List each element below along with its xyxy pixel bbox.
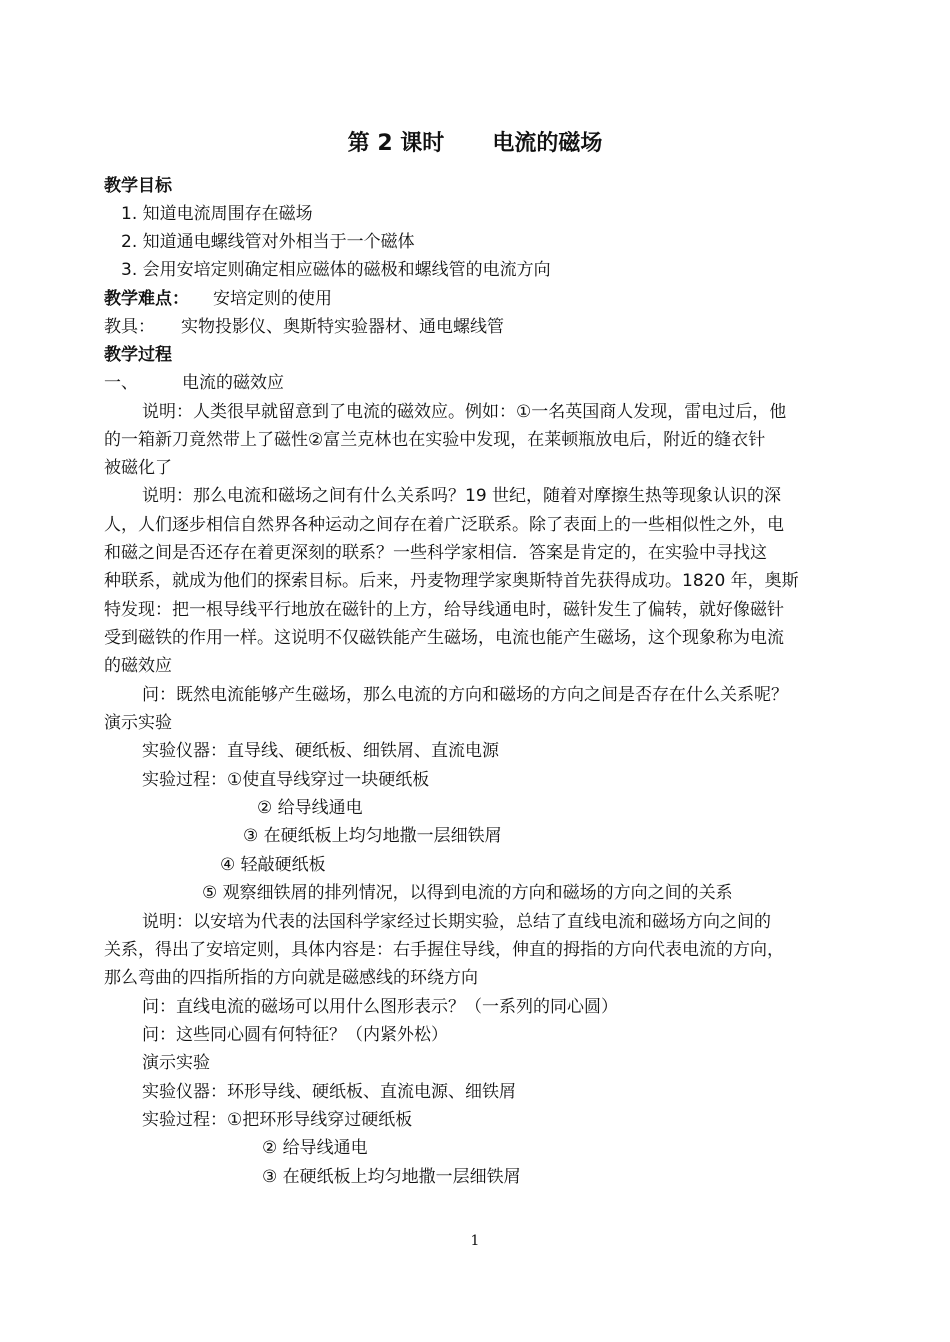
- paragraph-line: 被磁化了: [104, 458, 172, 478]
- paragraph-line: 人，人们逐步相信自然界各种运动之间存在着广泛联系。除了表面上的一些相似性之外，电: [104, 515, 784, 535]
- experiment-instruments: 实验仪器：环形导线、硬纸板、直流电源、细铁屑: [142, 1082, 516, 1102]
- paragraph-line: 说明：以安培为代表的法国科学家经过长期实验，总结了直线电流和磁场方向之间的: [142, 912, 771, 932]
- tools-value: 实物投影仪、奥斯特实验器材、通电螺线管: [181, 317, 504, 337]
- experiment-step: ② 给导线通电: [262, 1138, 368, 1158]
- paragraph-line: 那么弯曲的四指所指的方向就是磁感线的环绕方向: [104, 968, 478, 988]
- objective-item: 1. 知道电流周围存在磁场: [121, 204, 313, 224]
- question-line: 问：这些同心圆有何特征？（内紧外松）: [142, 1025, 448, 1045]
- experiment-step: ⑤ 观察细铁屑的排列情况，以得到电流的方向和磁场的方向之间的关系: [202, 883, 733, 903]
- paragraph-line: 受到磁铁的作用一样。这说明不仅磁铁能产生磁场，电流也能产生磁场，这个现象称为电流: [104, 628, 784, 648]
- objective-item: 3. 会用安培定则确定相应磁体的磁极和螺线管的电流方向: [121, 260, 551, 280]
- section-number: 一、: [104, 373, 138, 393]
- paragraph-line: 和磁之间是否还存在着更深刻的联系？一些科学家相信．答案是肯定的，在实验中寻找这: [104, 543, 767, 563]
- experiment-step: ④ 轻敲硬纸板: [220, 855, 326, 875]
- process-heading: 教学过程: [104, 345, 172, 365]
- difficulty-value: 安培定则的使用: [213, 289, 332, 309]
- page-number: 1: [470, 1233, 480, 1249]
- objective-item: 2. 知道通电螺线管对外相当于一个磁体: [121, 232, 415, 252]
- difficulty-label: 教学难点：: [104, 289, 189, 309]
- demo-heading: 演示实验: [104, 713, 172, 733]
- paragraph-line: 的一箱新刀竟然带上了磁性②富兰克林也在实验中发现，在莱顿瓶放电后，附近的缝衣针: [104, 430, 766, 450]
- section-heading: [104, 369, 284, 397]
- section-title: 电流的磁效应: [182, 373, 284, 393]
- experiment-step: 实验过程：①把环形导线穿过硬纸板: [142, 1110, 413, 1130]
- paragraph-line: 说明：人类很早就留意到了电流的磁效应。例如：①一名英国商人发现，雷电过后，他: [142, 402, 787, 422]
- page-title: [0, 128, 950, 160]
- tools-line: [104, 313, 504, 341]
- paragraph-line: 的磁效应: [104, 656, 172, 676]
- question-line: 问：直线电流的磁场可以用什么图形表示？（一系列的同心圆）: [142, 997, 618, 1017]
- paragraph-line: 说明：那么电流和磁场之间有什么关系吗？19 世纪，随着对摩擦生热等现象认识的深: [142, 486, 782, 506]
- question-line: 问：既然电流能够产生磁场，那么电流的方向和磁场的方向之间是否存在什么关系呢？: [142, 685, 788, 705]
- demo-heading: 演示实验: [142, 1053, 210, 1073]
- experiment-step: ② 给导线通电: [257, 798, 363, 818]
- experiment-step: 实验过程：①使直导线穿过一块硬纸板: [142, 770, 430, 790]
- objectives-heading: 教学目标: [104, 176, 172, 196]
- experiment-step: ③ 在硬纸板上均匀地撒一层细铁屑: [262, 1167, 521, 1187]
- title-lesson: 第 2 课时: [347, 131, 445, 156]
- difficulty-line: [104, 285, 332, 313]
- title-topic: 电流的磁场: [492, 131, 603, 156]
- paragraph-line: 关系，得出了安培定则，具体内容是：右手握住导线，伸直的拇指的方向代表电流的方向，: [104, 940, 784, 960]
- experiment-instruments: 实验仪器：直导线、硬纸板、细铁屑、直流电源: [142, 741, 499, 761]
- experiment-step: ③ 在硬纸板上均匀地撒一层细铁屑: [243, 826, 502, 846]
- paragraph-line: 种联系，就成为他们的探索目标。后来，丹麦物理学家奥斯特首先获得成功。1820 年，奥斯: [104, 571, 799, 591]
- paragraph-line: 特发现：把一根导线平行地放在磁针的上方，给导线通电时，磁针发生了偏转，就好像磁针: [104, 600, 784, 620]
- tools-label: 教具：: [104, 317, 155, 337]
